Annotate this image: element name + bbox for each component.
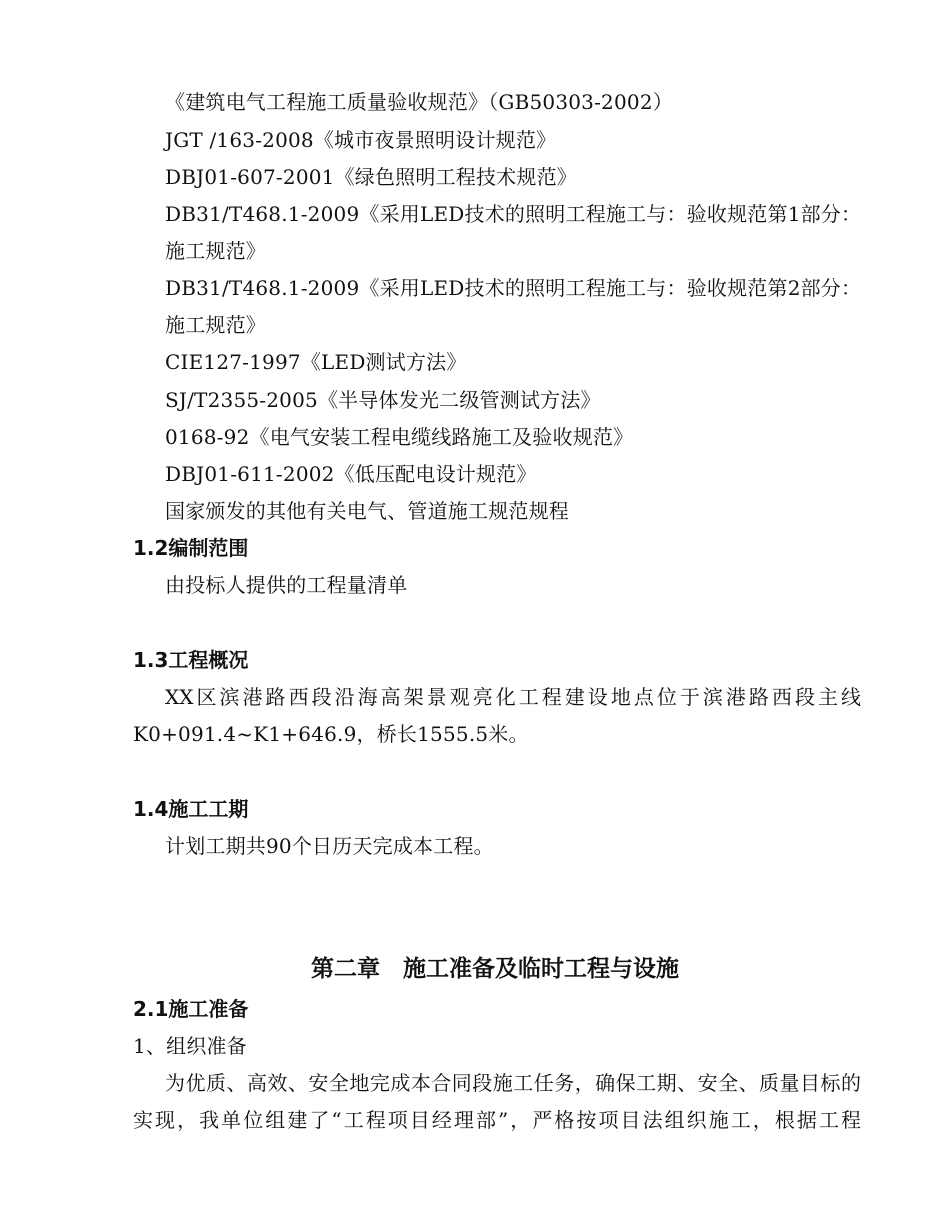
section-2-1-para-line2: 实现，我单位组建了“工程项目经理部”，严格按项目法组织施工，根据工程 — [133, 1108, 861, 1132]
standard-item: DB31/T468.1-2009《采用LED技术的照明工程施工与：验收规范第2部分： — [165, 276, 862, 300]
section-2-1-item1: 1、组织准备 — [133, 1034, 247, 1058]
section-1-3-body-line2: K0+091.4~K1+646.9，桥长1555.5米。 — [133, 722, 529, 746]
section-1-3-body-line1: XX区滨港路西段沿海高架景观亮化工程建设地点位于滨港路西段主线 — [165, 685, 861, 709]
standard-item: JGT /163-2008《城市夜景照明设计规范》 — [165, 128, 557, 152]
standard-item: DBJ01-611-2002《低压配电设计规范》 — [165, 462, 537, 486]
section-heading-1-3: 1.3工程概况 — [133, 648, 249, 672]
standard-item: CIE127-1997《LED测试方法》 — [165, 350, 467, 374]
standard-item: 国家颁发的其他有关电气、管道施工规范规程 — [165, 499, 569, 523]
section-2-1-para-line1: 为优质、高效、安全地完成本合同段施工任务，确保工期、安全、质量目标的 — [165, 1071, 861, 1095]
section-1-2-body: 由投标人提供的工程量清单 — [165, 573, 408, 597]
standard-item-continuation: 施工规范》 — [165, 313, 266, 337]
standard-item: 0168-92《电气安装工程电缆线路施工及验收规范》 — [165, 425, 634, 449]
section-heading-2-1: 2.1施工准备 — [133, 997, 249, 1021]
standard-item: SJ/T2355-2005《半导体发光二级管测试方法》 — [165, 388, 601, 412]
standard-item: 《建筑电气工程施工质量验收规范》（GB50303-2002） — [165, 90, 673, 114]
standard-item-continuation: 施工规范》 — [165, 239, 266, 263]
standard-item: DBJ01-607-2001《绿色照明工程技术规范》 — [165, 165, 577, 189]
chapter-title: 第二章 施工准备及临时工程与设施 — [311, 956, 679, 982]
section-1-4-body: 计划工期共90个日历天完成本工程。 — [165, 834, 494, 858]
section-heading-1-4: 1.4施工工期 — [133, 797, 249, 821]
standard-item: DB31/T468.1-2009《采用LED技术的照明工程施工与：验收规范第1部分： — [165, 202, 862, 226]
section-heading-1-2: 1.2编制范围 — [133, 536, 249, 560]
